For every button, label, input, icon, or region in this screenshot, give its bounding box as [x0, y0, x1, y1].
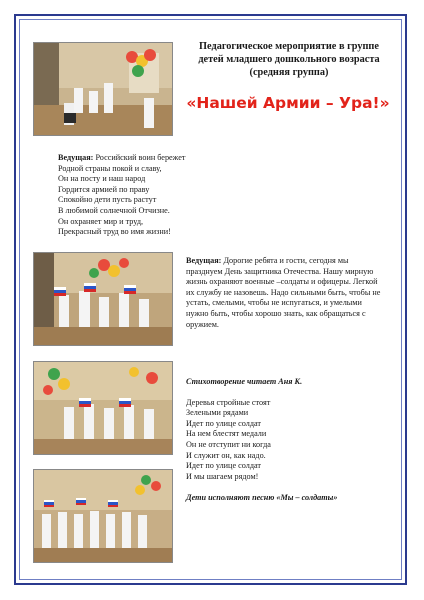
header-line-1: Педагогическое мероприятие в группе: [199, 41, 379, 52]
photo-3: [33, 361, 173, 455]
spacer: [186, 482, 396, 493]
photo-4: [33, 469, 173, 563]
poem-line: Гордится армией по праву: [58, 184, 150, 194]
poem-line: Прекрасный труд во имя жизни!: [58, 227, 171, 237]
header-line-3: (средняя группа): [249, 67, 329, 78]
poem-line: Российский воин бережет: [95, 153, 186, 162]
poem-line: И служит он, как надо.: [186, 450, 266, 460]
speech-line: нужно быть, чтобы хорошо знать, как обращаться с: [186, 308, 366, 318]
speech-line: оружием.: [186, 319, 219, 329]
speaker-label: Ведущая:: [186, 256, 222, 265]
spacer: [186, 388, 396, 398]
header-line-2: детей младшего дошкольного возраста: [198, 54, 380, 65]
page-title: «Нашей Армии – Ура!»: [186, 94, 390, 112]
photo-2: [33, 252, 173, 346]
poem-line: Деревья стройные стоят: [186, 397, 271, 407]
poem-line: В любимой солнечной Отчизне.: [58, 205, 170, 215]
speaker-label: Ведущая:: [58, 153, 94, 162]
poem-line: Идет по улице солдат: [186, 461, 261, 471]
poem-block-2: [186, 377, 396, 504]
poem-heading: Стихотворение читает Аня К.: [186, 377, 303, 386]
poem-line: Спокойно дети пусть растут: [58, 195, 157, 205]
speech-block: [186, 256, 399, 330]
speech-line: жизнь охраняют военные –солдаты и офицеры. Легкой: [186, 277, 378, 287]
speech-line: Дорогие ребята и гости, сегодня мы: [223, 256, 349, 265]
page-header: [184, 40, 394, 79]
poem-line: Он не отступит ни когда: [186, 439, 271, 449]
poem-line: Он на посту и наш народ: [58, 174, 146, 184]
poem-line: Зелеными рядами: [186, 408, 249, 418]
speech-line: празднуем День защитника Отечества. Нашу мирную: [186, 266, 374, 276]
poem-line: Родной страны покой и славу,: [58, 163, 162, 173]
speech-line: устать, смелыми, чтобы не испугаться, и умелыми: [186, 298, 362, 308]
speech-line: их службу не назовешь. Надо сильными быть, чтобы не: [186, 287, 381, 297]
poem-line: Идет по улице солдат: [186, 418, 261, 428]
poem-line: Он охраняет мир и труд,: [58, 216, 144, 226]
poem-block-1: [58, 153, 208, 238]
poem-line: На нем блестят медали: [186, 429, 267, 439]
poem-line: И мы шагаем рядом!: [186, 471, 259, 481]
photo-1: [33, 42, 173, 136]
poem-footer: Дети исполняют песню «Мы – солдаты»: [186, 493, 338, 503]
